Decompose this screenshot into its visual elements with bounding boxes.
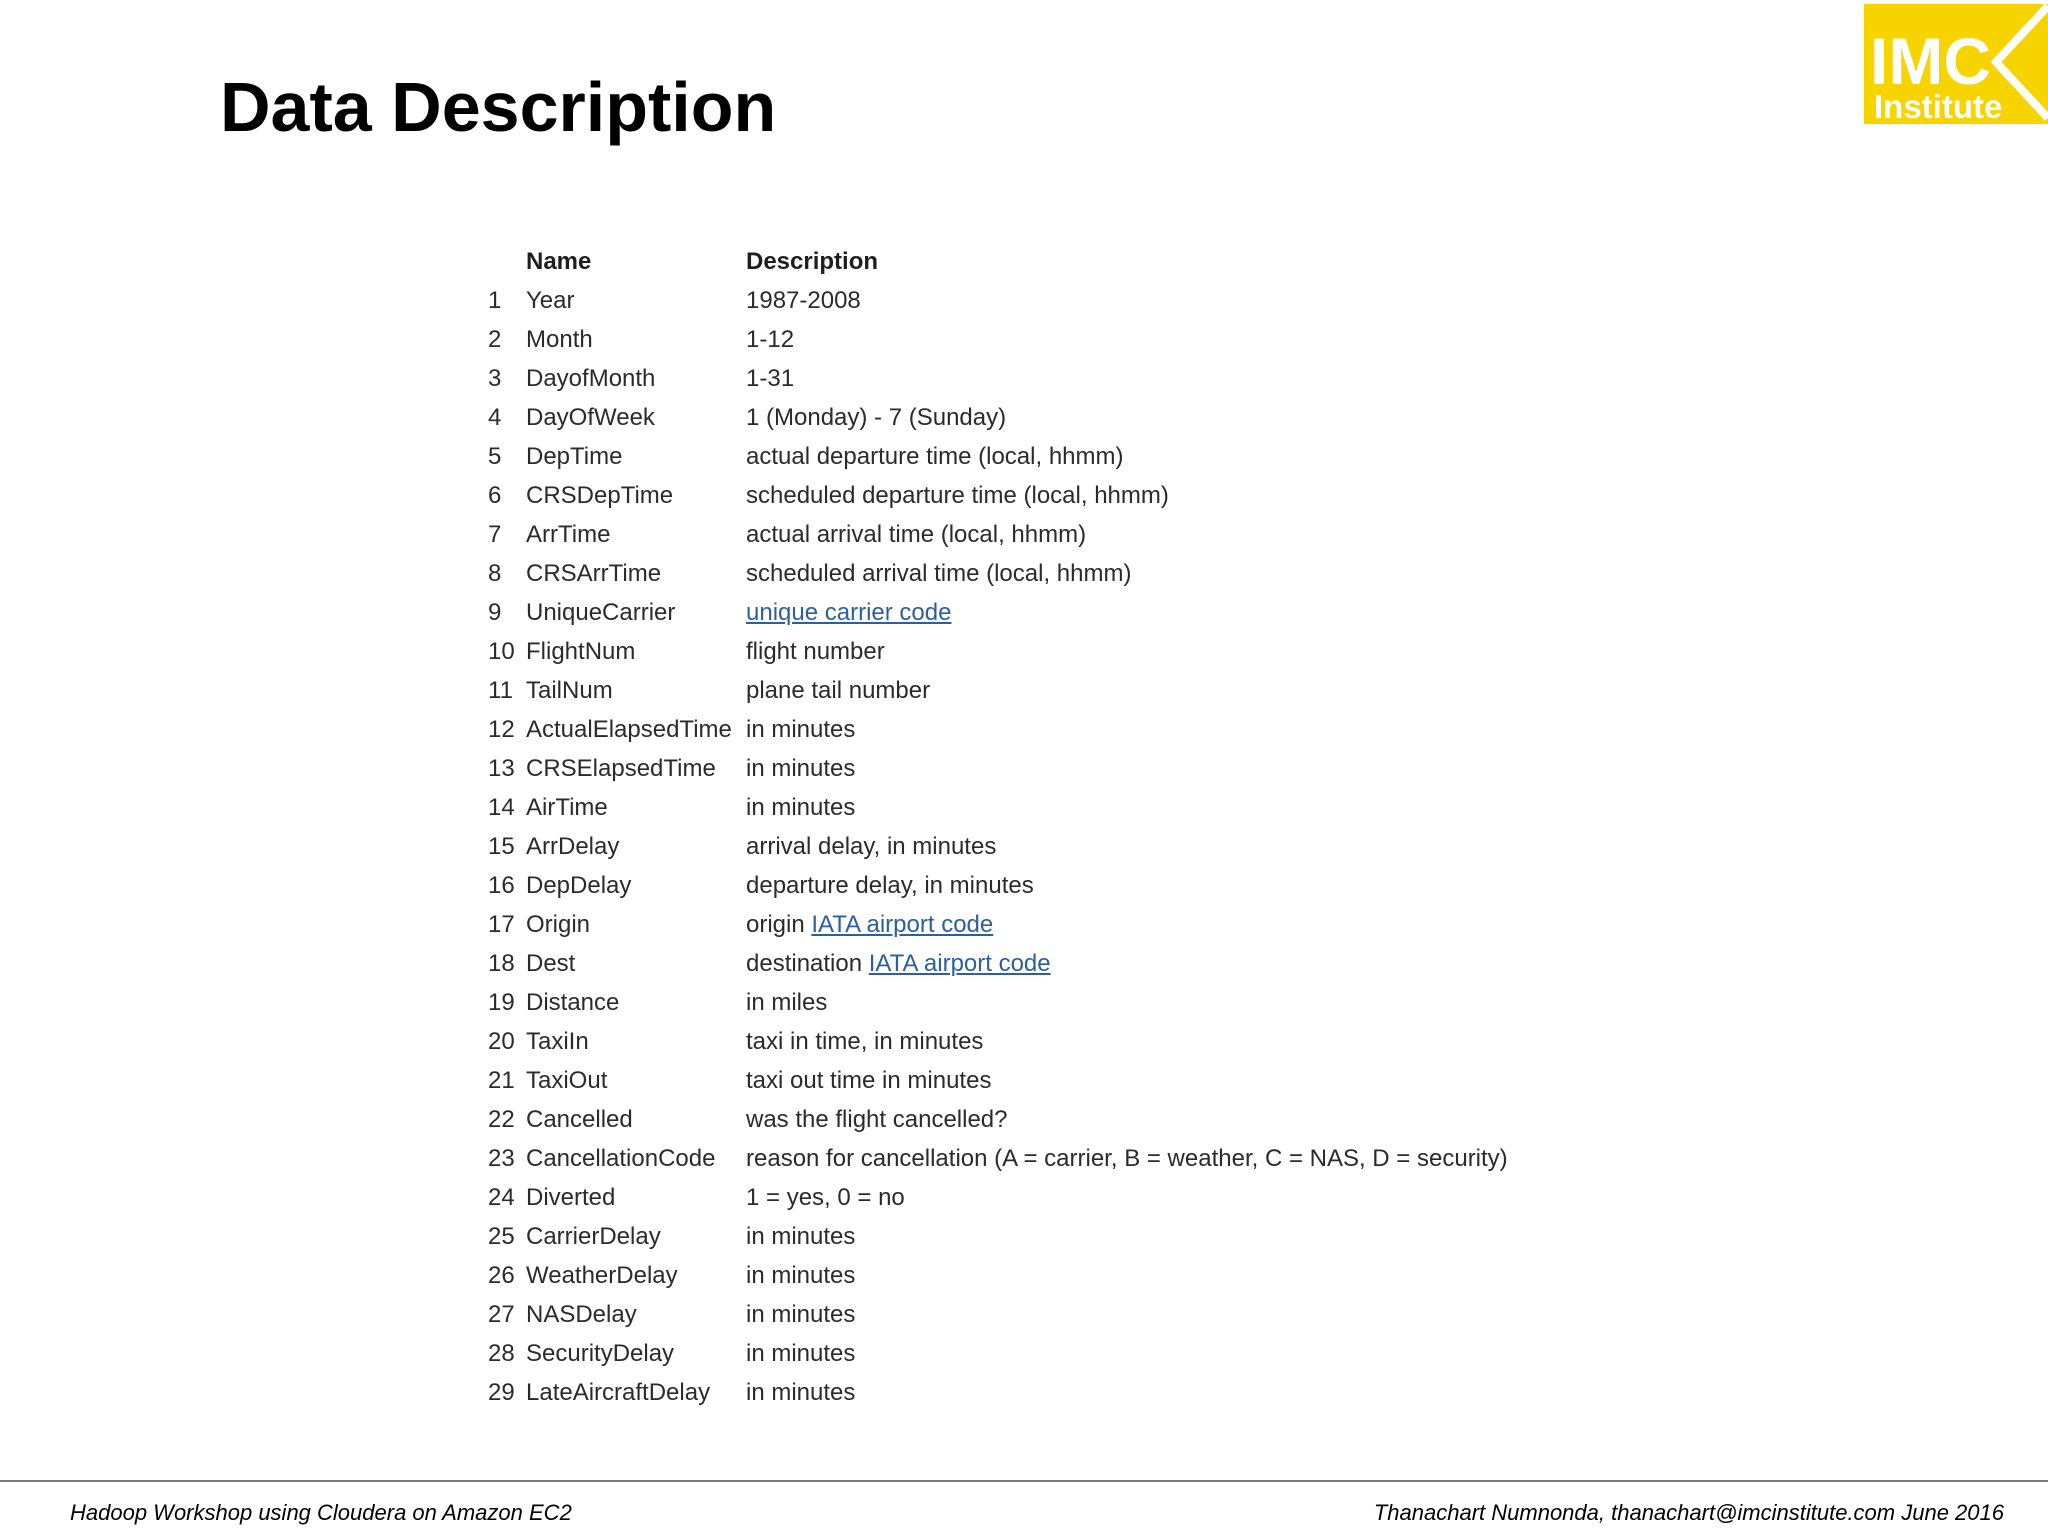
table-row	[488, 593, 1626, 632]
row-number: 28	[488, 1340, 515, 1367]
footer-author-info: Thanachart Numnonda, thanachart@imcinstitute.com June 2016	[1373, 1500, 2004, 1525]
row-number: 3	[488, 365, 502, 392]
row-number: 23	[488, 1145, 515, 1172]
table-row	[488, 1100, 1626, 1139]
row-number: 26	[488, 1262, 515, 1289]
table-row	[488, 437, 1626, 476]
row-description	[746, 1373, 1626, 1412]
row-description	[746, 554, 1626, 593]
row-description	[746, 1217, 1626, 1256]
table-row	[488, 749, 1626, 788]
row-number: 11	[488, 677, 513, 704]
row-number: 25	[488, 1223, 515, 1250]
row-description	[746, 866, 1626, 905]
row-description-text: reason for cancellation (A = carrier, B = weather, C = NAS, D = security)	[746, 1145, 1508, 1172]
description-link[interactable]: IATA airport code	[868, 950, 1051, 977]
row-description	[746, 632, 1626, 671]
row-number: 13	[488, 755, 515, 782]
row-description	[746, 983, 1626, 1022]
row-number: 16	[488, 872, 515, 899]
row-description-text: in minutes	[746, 755, 856, 782]
row-number: 21	[488, 1067, 515, 1094]
table-row	[488, 944, 1626, 983]
table-row	[488, 671, 1626, 710]
table-row	[488, 1061, 1626, 1100]
description-link[interactable]: unique carrier code	[746, 599, 952, 626]
row-description-text: plane tail number	[746, 677, 931, 704]
data-description-table	[488, 242, 1626, 1412]
row-number: 15	[488, 833, 515, 860]
row-number: 18	[488, 950, 515, 977]
row-description	[746, 359, 1626, 398]
data-description-table-container	[488, 242, 1628, 1422]
table-row	[488, 1373, 1626, 1412]
row-description-text: arrival delay, in minutes	[746, 833, 997, 860]
row-number: 4	[488, 404, 502, 431]
row-field-name: TailNum	[526, 677, 613, 704]
table-row	[488, 281, 1626, 320]
table-row	[488, 1022, 1626, 1061]
table-row	[488, 1178, 1626, 1217]
row-field-name: Diverted	[526, 1184, 616, 1211]
row-description-text: 1 (Monday) - 7 (Sunday)	[746, 404, 1007, 431]
row-field-name: FlightNum	[526, 638, 636, 665]
row-field-name: ArrDelay	[526, 833, 620, 860]
row-description-text: taxi in time, in minutes	[746, 1028, 984, 1055]
table-body	[488, 281, 1626, 1412]
row-number: 22	[488, 1106, 515, 1133]
description-link[interactable]: IATA airport code	[811, 911, 994, 938]
footer-workshop-title: Hadoop Workshop using Cloudera on Amazon EC2	[70, 1500, 572, 1525]
row-description-text: in minutes	[746, 1379, 856, 1406]
row-number: 9	[488, 599, 502, 626]
table-row	[488, 1256, 1626, 1295]
row-number: 19	[488, 989, 515, 1016]
row-field-name: CRSArrTime	[526, 560, 662, 587]
row-field-name: ArrTime	[526, 521, 611, 548]
row-field-name: Origin	[526, 911, 591, 938]
row-field-name: Year	[526, 287, 575, 314]
row-description-text: departure delay, in minutes	[746, 872, 1034, 899]
row-field-name: WeatherDelay	[526, 1262, 678, 1289]
table-row	[488, 398, 1626, 437]
table-row	[488, 710, 1626, 749]
row-field-name: DayOfWeek	[526, 404, 655, 431]
row-description	[746, 1178, 1626, 1217]
table-row	[488, 983, 1626, 1022]
row-description	[746, 749, 1626, 788]
imc-institute-logo	[1864, 4, 2048, 124]
table-row	[488, 788, 1626, 827]
row-field-name: CancellationCode	[526, 1145, 716, 1172]
row-field-name: TaxiIn	[526, 1028, 589, 1055]
row-description	[746, 1061, 1626, 1100]
row-field-name: DayofMonth	[526, 365, 656, 392]
row-description-text: actual departure time (local, hhmm)	[746, 443, 1124, 470]
imc-logo-graphic	[1864, 4, 2048, 124]
row-field-name: Dest	[526, 950, 576, 977]
row-number: 1	[488, 287, 502, 314]
row-description-text: origin	[746, 911, 812, 938]
row-description	[746, 1334, 1626, 1373]
row-description	[746, 788, 1626, 827]
row-field-name: CRSDepTime	[526, 482, 674, 509]
row-field-name: NASDelay	[526, 1301, 637, 1328]
row-description	[746, 476, 1626, 515]
row-field-name: CRSElapsedTime	[526, 755, 716, 782]
row-description	[746, 320, 1626, 359]
row-description-text: actual arrival time (local, hhmm)	[746, 521, 1087, 548]
row-number: 7	[488, 521, 502, 548]
row-field-name: UniqueCarrier	[526, 599, 676, 626]
row-description-text: flight number	[746, 638, 885, 665]
row-number: 29	[488, 1379, 515, 1406]
page-title: Data Description	[220, 68, 777, 146]
row-field-name: Distance	[526, 989, 620, 1016]
table-row	[488, 632, 1626, 671]
row-description-text: in minutes	[746, 716, 856, 743]
table-row	[488, 1217, 1626, 1256]
row-description-text: in minutes	[746, 1223, 856, 1250]
row-description-text: 1-12	[746, 326, 795, 353]
table-row	[488, 905, 1626, 944]
row-description	[746, 398, 1626, 437]
row-description	[746, 944, 1626, 983]
row-description-text: was the flight cancelled?	[746, 1106, 1008, 1133]
row-description-text: scheduled departure time (local, hhmm)	[746, 482, 1169, 509]
row-description	[746, 905, 1626, 944]
footer-divider	[0, 1480, 2048, 1482]
table-row	[488, 827, 1626, 866]
table-row	[488, 359, 1626, 398]
row-number: 20	[488, 1028, 515, 1055]
row-number: 24	[488, 1184, 515, 1211]
row-description	[746, 1100, 1626, 1139]
table-row	[488, 476, 1626, 515]
row-field-name: CarrierDelay	[526, 1223, 661, 1250]
row-field-name: TaxiOut	[526, 1067, 608, 1094]
row-number: 6	[488, 482, 502, 509]
row-number: 12	[488, 716, 515, 743]
row-description	[746, 827, 1626, 866]
row-description-text: 1-31	[746, 365, 795, 392]
row-field-name: LateAircraftDelay	[526, 1379, 711, 1406]
row-number: 14	[488, 794, 515, 821]
row-number: 27	[488, 1301, 515, 1328]
logo-text-institute: Institute	[1874, 88, 2003, 124]
header-name: Name	[526, 248, 592, 275]
row-number: 2	[488, 326, 502, 353]
row-description-text: scheduled arrival time (local, hhmm)	[746, 560, 1132, 587]
table-row	[488, 554, 1626, 593]
row-field-name: Month	[526, 326, 593, 353]
table-header-row	[488, 242, 1626, 281]
row-field-name: Cancelled	[526, 1106, 633, 1133]
row-field-name: AirTime	[526, 794, 608, 821]
row-description-text: in minutes	[746, 794, 856, 821]
row-description	[746, 515, 1626, 554]
row-description	[746, 1022, 1626, 1061]
row-field-name: DepTime	[526, 443, 623, 470]
header-description: Description	[746, 248, 879, 275]
table-row	[488, 1334, 1626, 1373]
row-description-text: in minutes	[746, 1262, 856, 1289]
header-number	[488, 242, 526, 281]
row-description-text: taxi out time in minutes	[746, 1067, 992, 1094]
row-description	[746, 1256, 1626, 1295]
logo-text-imc: IMC	[1870, 24, 1991, 98]
row-description-text: in minutes	[746, 1301, 856, 1328]
table-row	[488, 1139, 1626, 1178]
row-description-text: 1 = yes, 0 = no	[746, 1184, 905, 1211]
row-description-text: in miles	[746, 989, 828, 1016]
row-number: 10	[488, 638, 515, 665]
row-description-text: destination	[746, 950, 869, 977]
row-description	[746, 710, 1626, 749]
row-number: 5	[488, 443, 502, 470]
row-description	[746, 281, 1626, 320]
row-number: 17	[488, 911, 515, 938]
row-number: 8	[488, 560, 502, 587]
table-row	[488, 515, 1626, 554]
row-description	[746, 437, 1626, 476]
row-field-name: ActualElapsedTime	[526, 716, 732, 743]
row-description	[746, 1139, 1626, 1178]
row-description-text: in minutes	[746, 1340, 856, 1367]
row-description-text: 1987-2008	[746, 287, 861, 314]
row-description	[746, 1295, 1626, 1334]
row-description	[746, 593, 1626, 632]
table-row	[488, 866, 1626, 905]
table-row	[488, 1295, 1626, 1334]
row-field-name: SecurityDelay	[526, 1340, 675, 1367]
row-field-name: DepDelay	[526, 872, 632, 899]
row-description	[746, 671, 1626, 710]
table-row	[488, 320, 1626, 359]
